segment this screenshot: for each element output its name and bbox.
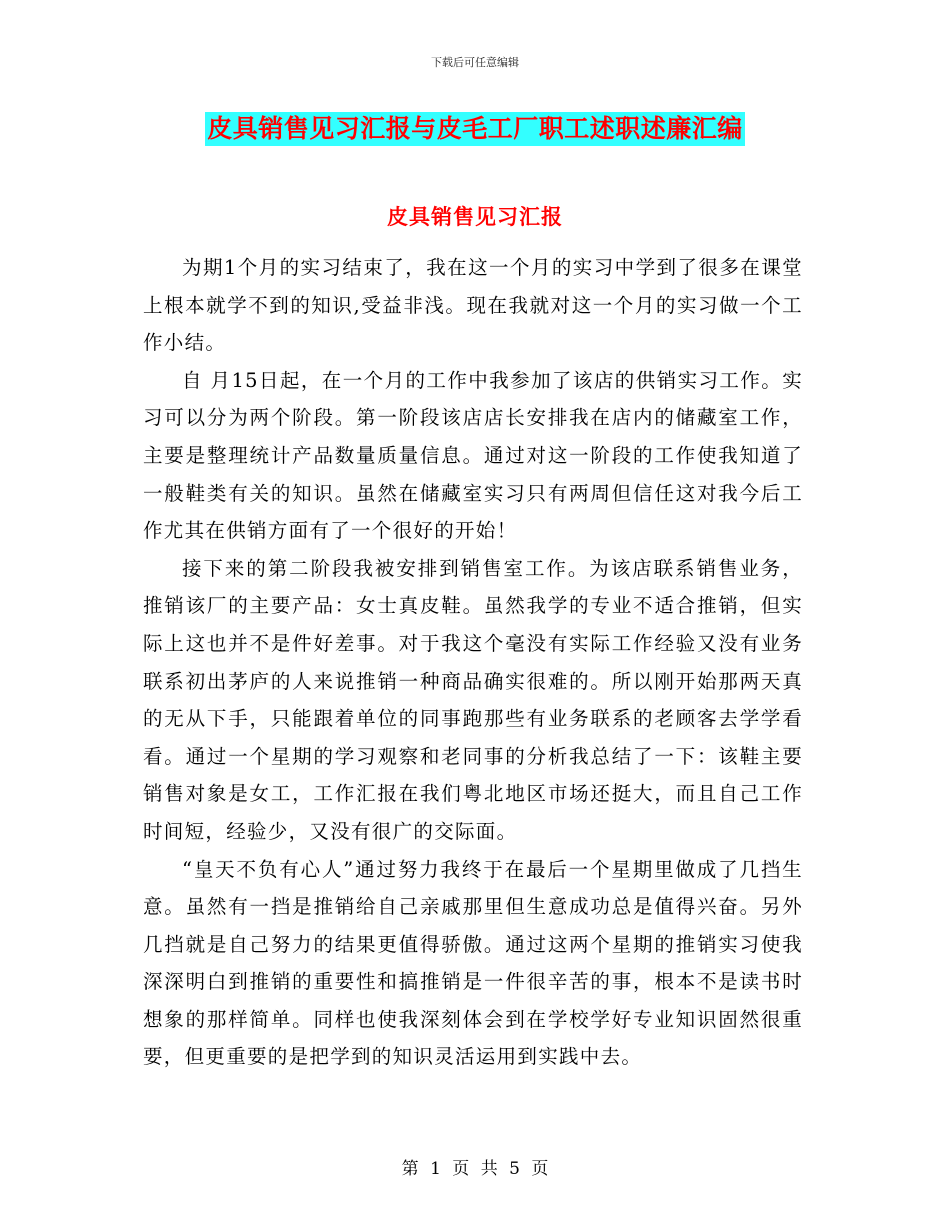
main-title: 皮具销售见习汇报与皮毛工厂职工述职述廉汇编 bbox=[205, 112, 745, 146]
main-title-container bbox=[0, 112, 950, 146]
header-note: 下载后可任意编辑 bbox=[431, 56, 519, 69]
page-number-footer: 第 1 页 共 5 页 bbox=[401, 1159, 549, 1179]
paragraph: “皇天不负有心人”通过努力我终于在最后一个星期里做成了几挡生意。虽然有一挡是推销给自己亲戚那里但生意成功总是值得兴奋。另外几挡就是自己努力的结果更值得骄傲。通过这两个星期的推销实习使我深深明白到推销的重要性和搞推销是一件很辛苦的事，根本不是读书时想象的那样简单。同样也使我深刻体会到在学校学好专业知识固然很重要，但更重要的是把学到的知识灵活运用到实践中去。 bbox=[143, 857, 803, 1069]
paragraph: 自 月15日起，在一个月的工作中我参加了该店的供销实习工作。实习可以分为两个阶段。第一阶段该店店长安排我在店内的储藏室工作，主要是整理统计产品数量质量信息。通过对这一阶段的工作使我知道了一般鞋类有关的知识。虽然在储藏室实习只有两周但信任这对我今后工作尤其在供销方面有了一个很好的开始！ bbox=[143, 368, 803, 543]
section-title: 皮具销售见习汇报 bbox=[387, 205, 563, 229]
body-text bbox=[143, 249, 803, 1076]
paragraph: 接下来的第二阶段我被安排到销售室工作。为该店联系销售业务，推销该厂的主要产品：女士真皮鞋。虽然我学的专业不适合推销，但实际上这也并不是件好差事。对于我这个毫没有实际工作经验又没有业务联系初出茅庐的人来说推销一种商品确实很难的。所以刚开始那两天真的无从下手，只能跟着单位的同事跑那些有业务联系的老顾客去学学看看。通过一个星期的学习观察和老同事的分析我总结了一下：该鞋主要销售对象是女工，工作汇报在我们粤北地区市场还挺大，而且自己工作时间短，经验少，又没有很广的交际面。 bbox=[143, 556, 803, 843]
paragraph: 为期1个月的实习结束了，我在这一个月的实习中学到了很多在课堂上根本就学不到的知识,受益非浅。现在我就对这一个月的实习做一个工作小结。 bbox=[143, 256, 803, 355]
